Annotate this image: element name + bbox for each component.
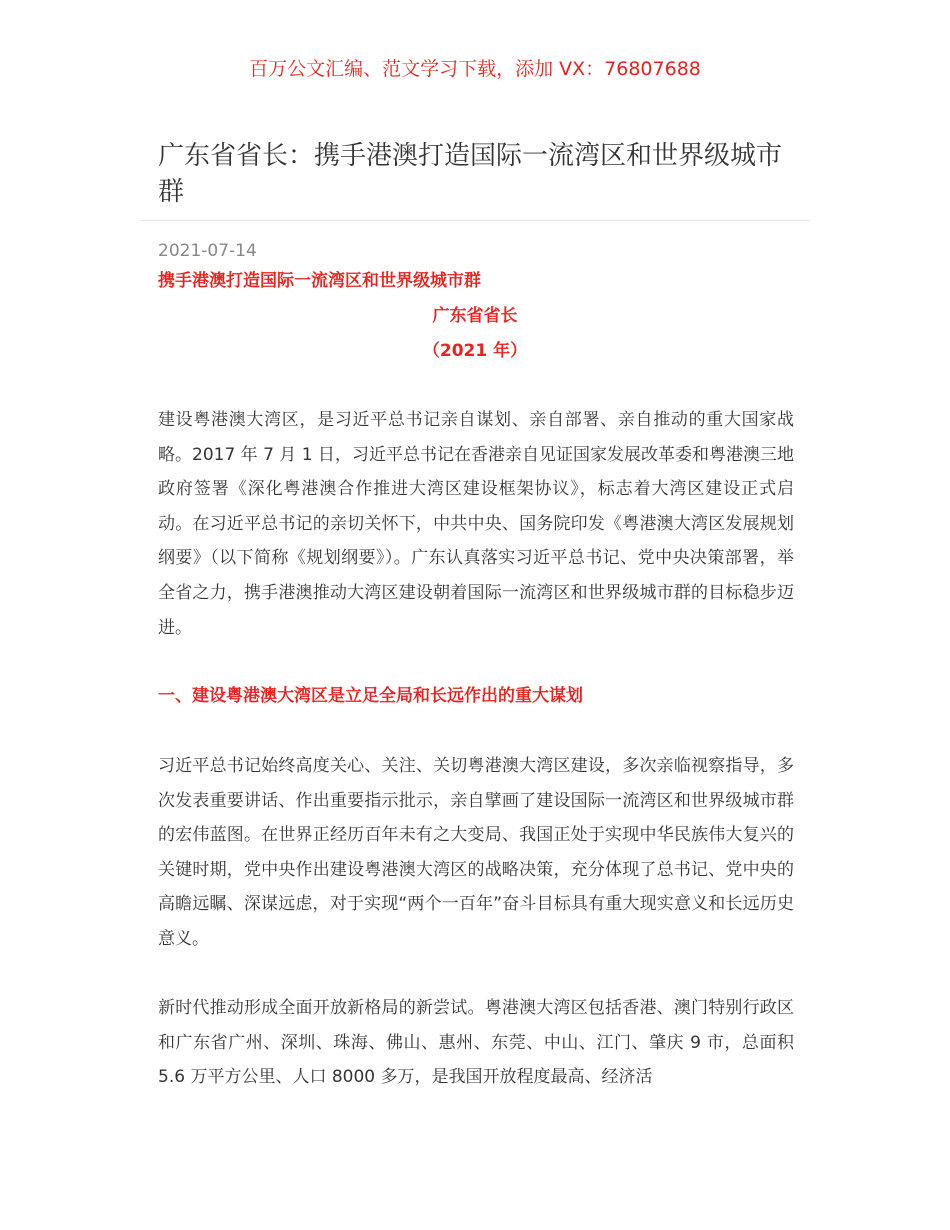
watermark-banner: 百万公文汇编、范文学习下载，添加 VX：76807688: [249, 58, 701, 80]
title-divider: [140, 220, 810, 221]
article-title: 广东省省长：携手港澳打造国际一流湾区和世界级城市群: [158, 141, 783, 207]
author-line: 广东省省长: [432, 306, 518, 326]
publish-date: 2021-07-14: [158, 241, 257, 261]
paragraph-section-1: 习近平总书记始终高度关心、关注、关切粤港澳大湾区建设，多次亲临视察指导，多次发表重要讲话、作出重要指示批示，亲自擘画了建设国际一流湾区和世界级城市群的宏伟蓝图。在世界正经历百年未有之大变局、我国正处于实现中华民族伟大复兴的关键时期，党中央作出建设粤港澳大湾区的战略决策，充分体现了总书记、党中央的高瞻远瞩、深谋远虑，对于实现“两个一百年”奋斗目标具有重大现实意义和长远历史意义。: [158, 756, 794, 949]
section-heading-1: 一、建设粤港澳大湾区是立足全局和长远作出的重大谋划: [158, 686, 583, 706]
year-line: （2021 年）: [422, 341, 528, 361]
paragraph-new-era: 新时代推动形成全面开放新格局的新尝试。粤港澳大湾区包括香港、澳门特别行政区和广东省广州、深圳、珠海、佛山、惠州、东莞、中山、江门、肇庆 9 市，总面积 5.6 万平方公里、人口 8000 多万，是我国开放程度最高、经济活: [158, 998, 794, 1088]
article-subtitle: 携手港澳打造国际一流湾区和世界级城市群: [158, 271, 481, 291]
paragraph-intro: 建设粤港澳大湾区，是习近平总书记亲自谋划、亲自部署、亲自推动的重大国家战略。2017 年 7 月 1 日，习近平总书记在香港亲自见证国家发展改革委和粤港澳三地政府签署《深化粤港澳合作推进大湾区建设框架协议》，标志着大湾区建设正式启动。在习近平总书记的亲切关怀下，中共中央、国务院印发《粤港澳大湾区发展规划纲要》（以下简称《规划纲要》）。广东认真落实习近平总书记、党中央决策部署，举全省之力，携手港澳推动大湾区建设朝着国际一流湾区和世界级城市群的目标稳步迈进。: [158, 410, 794, 638]
